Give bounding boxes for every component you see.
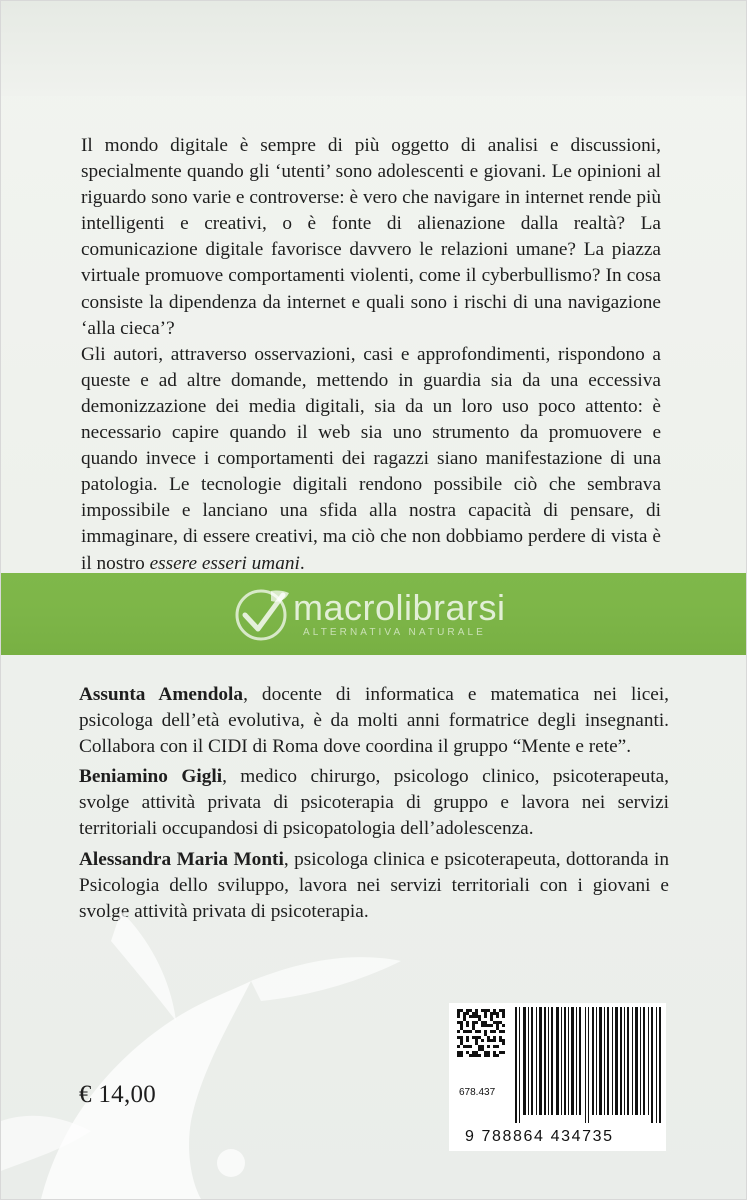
author-bio (79, 764, 669, 842)
author-name: Alessandra Maria Monti (79, 848, 284, 870)
product-code: 678.437 (459, 1087, 496, 1098)
author-bio-text: , psicologa clinica e psicoterapeuta, dottoranda in Psicologia dello sviluppo, lavora nei servizi territoriali con i giovani e svolge attività privata di psicoterapia. (79, 848, 669, 922)
price-label: € 14,00 (79, 1081, 157, 1108)
author-name: Assunta Amendola (79, 684, 244, 705)
author-bio-text: , medico chirurgo, psicologo clinico, psicoterapeuta, svolge attività privata di psicoterapia di gruppo e lavora nei servizi territoriali occupandosi di psicopatologia dell’adolescenza. (79, 766, 669, 840)
decorative-figure (1, 871, 421, 1199)
watermark-logo (231, 583, 561, 643)
blurb-paragraph-2-end: . (299, 552, 305, 574)
blurb-paragraph-2-body: Gli autori, attraverso osservazioni, casi e approfondimenti, rispondono a queste e ad altre domande, mettendo in guardia sia da una eccessiva demonizzazione dei media digitali, sia da un loro uso poco attento: è necessario capire quando il web sia uno strumento da promuovere e quando invece i comportamenti dei ragazzi siano manifestazione di una patologia. Le tecnologie digitali rendono possibile ciò che sembrava impossibile e lanciano una sfida alla nostra capacità di pensare, di immaginare, di essere creativi, ma ciò che non dobbiamo perdere di vista è il nostro (81, 343, 661, 574)
barcode-area (449, 1003, 666, 1151)
watermark-name: macrolibrarsi (293, 587, 506, 628)
blurb-text (81, 133, 661, 577)
qr-code-icon (457, 1009, 505, 1057)
author-bio (79, 682, 669, 760)
author-name: Beniamino Gigli (79, 766, 223, 788)
author-bio-text: , docente di informatica e matematica nei licei, psicologa dell’età evolutiva, è da molti anni formatrice degli insegnanti. Collabora con il CIDI di Roma dove coordina il gruppo “Mente e rete”. (79, 684, 670, 758)
blurb-emphasis: essere esseri umani (149, 552, 300, 574)
barcode-icon (515, 1007, 661, 1123)
top-band (1, 1, 746, 96)
blurb-paragraph-2 (81, 342, 661, 577)
isbn-number: 9 788864 434735 (465, 1128, 614, 1145)
leaf-check-icon (231, 583, 293, 643)
blurb-paragraph-1: Il mondo digitale è sempre di più oggetto di analisi e discussioni, specialmente quando gli ‘utenti’ sono adolescenti e giovani. Le opinioni al riguardo sono varie e controverse: è vero che navigare in internet rende più intelligenti e creativi, o è fonte di alienazione dalla realtà? La comunicazione digitale favorisce davvero le relazioni umane? La piazza virtuale promuove comportamenti violenti, come il cyberbullismo? In cosa consiste la dipendenza da internet e quali sono i rischi di una navigazione ‘alla cieca’? (81, 135, 661, 339)
watermark-tagline: ALTERNATIVA NATURALE (303, 627, 486, 638)
